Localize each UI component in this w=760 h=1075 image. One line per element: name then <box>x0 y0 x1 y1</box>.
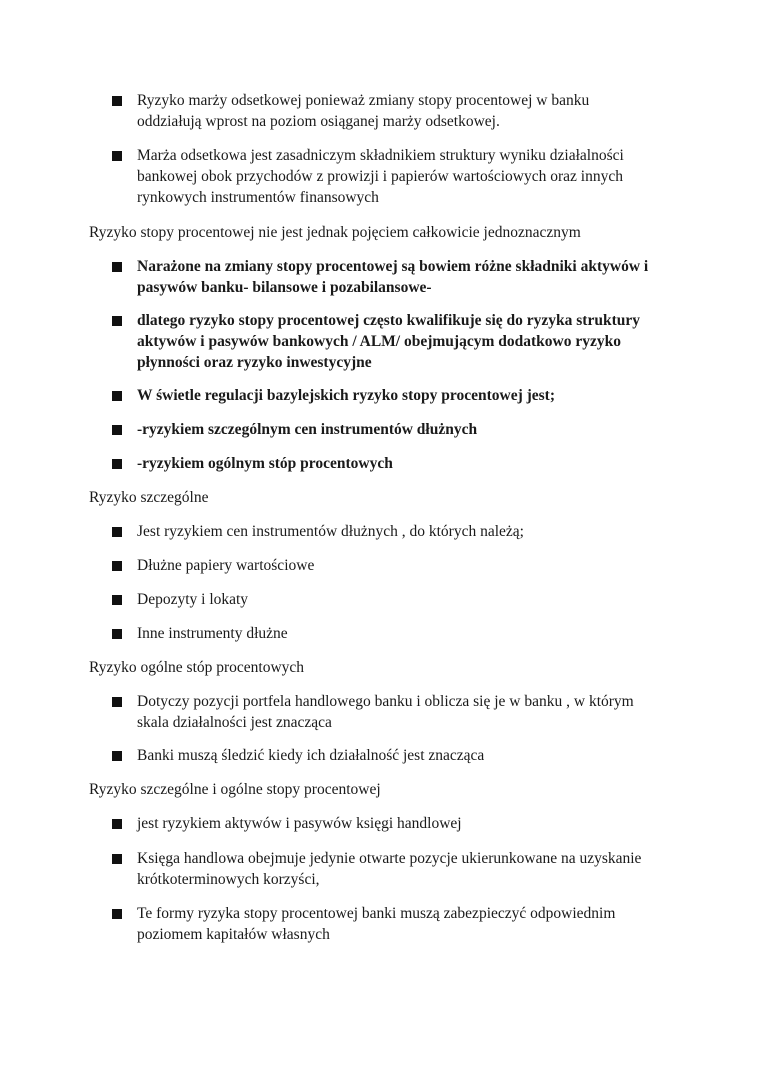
square-bullet-icon <box>112 909 122 919</box>
text-line: poziomem kapitałów własnych <box>137 926 330 943</box>
text-line: Ryzyko marży odsetkowej ponieważ zmiany stopy procentowej w banku <box>137 92 590 109</box>
square-bullet-icon <box>112 151 122 161</box>
square-bullet-icon <box>112 425 122 435</box>
text-line: -ryzykiem szczególnym cen instrumentów dłużnych <box>137 421 478 438</box>
text-line: Te formy ryzyka stopy procentowej banki muszą zabezpieczyć odpowiednim <box>137 905 616 922</box>
square-bullet-icon <box>112 854 122 864</box>
text-line: Banki muszą śledzić kiedy ich działalność jest znacząca <box>137 747 485 764</box>
list-item-text <box>137 419 677 440</box>
list-item-text <box>137 903 677 945</box>
text-line: Inne instrumenty dłużne <box>137 625 288 642</box>
section-heading <box>89 222 689 243</box>
text-line: rynkowych instrumentów finansowych <box>137 189 379 206</box>
list-item-text <box>137 691 677 733</box>
text-line: Dotyczy pozycji portfela handlowego banku i oblicza się je w banku , w którym <box>137 693 634 710</box>
square-bullet-icon <box>112 459 122 469</box>
list-item-text <box>137 555 677 576</box>
list-item-text <box>137 145 677 208</box>
text-line: Marża odsetkowa jest zasadniczym składnikiem struktury wyniku działalności <box>137 147 624 164</box>
square-bullet-icon <box>112 629 122 639</box>
section-heading <box>89 487 689 508</box>
square-bullet-icon <box>112 527 122 537</box>
square-bullet-icon <box>112 316 122 326</box>
text-line: bankowej obok przychodów z prowizji i papierów wartościowych oraz innych <box>137 168 623 185</box>
text-line: Księga handlowa obejmuje jedynie otwarte pozycje ukierunkowane na uzyskanie <box>137 850 642 867</box>
text-line: jest ryzykiem aktywów i pasywów księgi handlowej <box>137 815 462 832</box>
square-bullet-icon <box>112 561 122 571</box>
list-item-text <box>137 589 677 610</box>
list-item-text <box>137 256 677 298</box>
text-line: Ryzyko szczególne i ogólne stopy procentowej <box>89 781 381 798</box>
square-bullet-icon <box>112 391 122 401</box>
square-bullet-icon <box>112 697 122 707</box>
text-line: Depozyty i lokaty <box>137 591 249 608</box>
square-bullet-icon <box>112 819 122 829</box>
text-line: dlatego ryzyko stopy procentowej często kwalifikuje się do ryzyka struktury <box>137 312 640 329</box>
text-line: Narażone na zmiany stopy procentowej są bowiem różne składniki aktywów i <box>137 258 649 275</box>
list-item-text <box>137 521 677 542</box>
square-bullet-icon <box>112 262 122 272</box>
text-line: Ryzyko stopy procentowej nie jest jednak pojęciem całkowicie jednoznacznym <box>89 224 581 241</box>
text-line: Jest ryzykiem cen instrumentów dłużnych , do których należą; <box>137 523 524 540</box>
list-item-text <box>137 813 677 834</box>
list-item-text <box>137 385 677 406</box>
list-item-text <box>137 90 677 132</box>
text-line: skala działalności jest znacząca <box>137 714 332 731</box>
text-line: aktywów i pasywów bankowych / ALM/ obejmującym dodatkowo ryzyko <box>137 333 621 350</box>
square-bullet-icon <box>112 595 122 605</box>
list-item-text <box>137 453 677 474</box>
list-item-text <box>137 848 677 890</box>
list-item-text <box>137 310 677 373</box>
list-item-text <box>137 745 677 766</box>
section-heading <box>89 657 689 678</box>
text-line: płynności oraz ryzyko inwestycyjne <box>137 354 372 371</box>
section-heading <box>89 779 689 800</box>
text-line: oddziałują wprost na poziom osiąganej marży odsetkowej. <box>137 113 500 130</box>
list-item-text <box>137 623 677 644</box>
text-line: Ryzyko szczególne <box>89 489 209 506</box>
text-line: W świetle regulacji bazylejskich ryzyko stopy procentowej jest; <box>137 387 556 404</box>
text-line: Ryzyko ogólne stóp procentowych <box>89 659 305 676</box>
text-line: pasywów banku- bilansowe i pozabilansowe- <box>137 279 432 296</box>
text-line: krótkoterminowych korzyści, <box>137 871 320 888</box>
square-bullet-icon <box>112 751 122 761</box>
text-line: Dłużne papiery wartościowe <box>137 557 315 574</box>
square-bullet-icon <box>112 96 122 106</box>
text-line: -ryzykiem ogólnym stóp procentowych <box>137 455 393 472</box>
